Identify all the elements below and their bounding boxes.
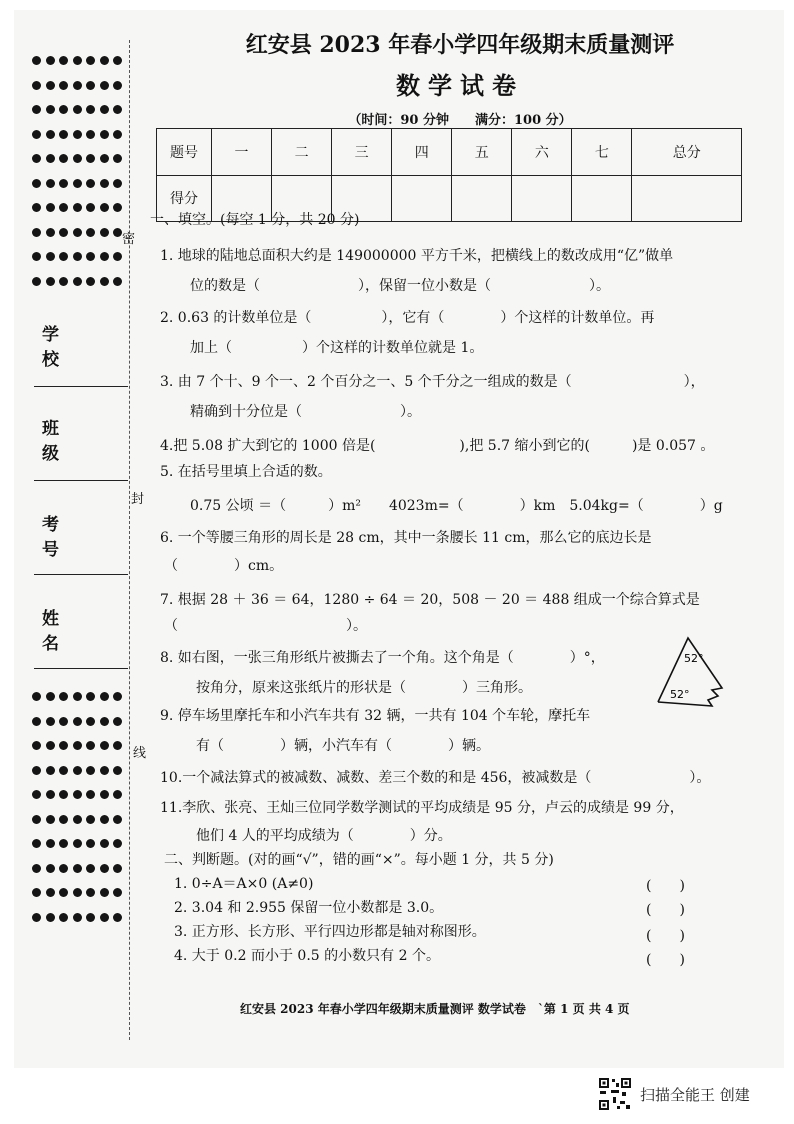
- dot: [46, 203, 55, 212]
- line-school: [34, 386, 128, 387]
- dot: [113, 81, 122, 90]
- dot: [73, 888, 82, 897]
- dot: [32, 888, 41, 897]
- line-exam-no: [34, 574, 128, 575]
- dot: [113, 252, 122, 261]
- seal-mark-2: 封: [131, 492, 145, 507]
- section1-heading: 一、填空。(每空 1 分，共 20 分): [150, 212, 360, 228]
- dot: [59, 692, 68, 701]
- angle-label-top: 52°: [684, 652, 704, 665]
- score-label: 得分: [157, 175, 212, 222]
- dot: [73, 203, 82, 212]
- dot: [73, 815, 82, 824]
- dot: [32, 203, 41, 212]
- dot: [73, 277, 82, 286]
- dot: [46, 790, 55, 799]
- judge-a3[interactable]: ( ): [646, 928, 685, 944]
- dot: [100, 741, 109, 750]
- dot: [73, 105, 82, 114]
- dot-row: [32, 50, 127, 75]
- dots-bottom: [32, 686, 127, 931]
- angle-label-bottom: 52°: [670, 688, 690, 701]
- dot: [100, 203, 109, 212]
- dot: [86, 741, 95, 750]
- dot-row: [32, 124, 127, 149]
- dot: [100, 56, 109, 65]
- score-cell: 六: [512, 129, 572, 176]
- q3-line2: 精确到十分位是（ ）。: [190, 404, 421, 420]
- q1-line1: 1. 地球的陆地总面积大约是 149000000 平方千米，把横线上的数改成用“亿”做单: [160, 248, 674, 264]
- score-input[interactable]: [572, 175, 632, 222]
- q9-line2: 有（ ）辆，小汽车有（ ）辆。: [196, 738, 490, 754]
- dot-row: [32, 858, 127, 883]
- dot: [113, 766, 122, 775]
- dot: [46, 228, 55, 237]
- dot: [32, 105, 41, 114]
- dot: [86, 717, 95, 726]
- dot: [113, 203, 122, 212]
- dot: [59, 766, 68, 775]
- dot: [100, 864, 109, 873]
- dot: [73, 839, 82, 848]
- dot: [59, 105, 68, 114]
- dot: [32, 56, 41, 65]
- dot: [59, 154, 68, 163]
- dot: [86, 228, 95, 237]
- q2-line2: 加上（ ）个这样的计数单位就是 1。: [190, 340, 484, 356]
- judge-a1[interactable]: ( ): [646, 878, 685, 894]
- dot-row: [32, 246, 127, 271]
- label-name: 姓名: [42, 609, 97, 654]
- dots-top: [32, 50, 127, 295]
- dot: [73, 154, 82, 163]
- score-input[interactable]: [632, 175, 742, 222]
- dot: [73, 766, 82, 775]
- dot: [46, 741, 55, 750]
- q1-line2: 位的数是（ ），保留一位小数是（ ）。: [190, 278, 610, 294]
- score-cell: 七: [572, 129, 632, 176]
- dot-row: [32, 809, 127, 834]
- dot: [100, 717, 109, 726]
- judge-q2: 2. 3.04 和 2.955 保留一位小数都是 3.0。: [174, 900, 444, 916]
- dot: [113, 277, 122, 286]
- q6-line2: （ ）cm。: [164, 558, 284, 574]
- dot: [59, 888, 68, 897]
- dot: [86, 179, 95, 188]
- binding-line: [129, 40, 130, 1040]
- dot: [86, 154, 95, 163]
- dot: [73, 717, 82, 726]
- dot: [86, 790, 95, 799]
- dot: [73, 252, 82, 261]
- dot: [100, 913, 109, 922]
- dot: [46, 252, 55, 261]
- dot-row: [32, 686, 127, 711]
- seal-mark-1: 密: [122, 232, 136, 247]
- dot: [113, 913, 122, 922]
- dot: [86, 815, 95, 824]
- dot: [100, 815, 109, 824]
- torn-triangle-figure: [650, 630, 730, 710]
- dot: [46, 179, 55, 188]
- dot: [86, 105, 95, 114]
- q11-line2: 他们 4 人的平均成绩为（ ）分。: [196, 828, 452, 844]
- dot: [113, 692, 122, 701]
- dot: [59, 864, 68, 873]
- dot: [59, 741, 68, 750]
- dot: [100, 790, 109, 799]
- dot: [113, 154, 122, 163]
- dot: [46, 864, 55, 873]
- scanner-watermark: 扫描全能王 创建: [640, 1086, 750, 1104]
- dot: [113, 56, 122, 65]
- dot: [46, 888, 55, 897]
- dot: [46, 130, 55, 139]
- dot-row: [32, 784, 127, 809]
- dot: [32, 179, 41, 188]
- dot: [100, 839, 109, 848]
- dot: [59, 815, 68, 824]
- dot: [59, 790, 68, 799]
- label-class: 班级: [42, 419, 97, 464]
- judge-q4: 4. 大于 0.2 而小于 0.5 的小数只有 2 个。: [174, 948, 440, 964]
- dot-row: [32, 99, 127, 124]
- dot: [32, 228, 41, 237]
- dot: [32, 766, 41, 775]
- dot: [59, 277, 68, 286]
- dot: [86, 203, 95, 212]
- judge-q1: 1. 0÷A＝A×0 (A≠0): [174, 876, 314, 892]
- q2-line1: 2. 0.63 的计数单位是（ ），它有（ ）个这样的计数单位。再: [160, 310, 655, 326]
- dot: [100, 692, 109, 701]
- subject-title: 数学试卷: [396, 71, 524, 100]
- dot: [59, 56, 68, 65]
- q5-line1: 5. 在括号里填上合适的数。: [160, 464, 332, 480]
- dot-row: [32, 173, 127, 198]
- dot: [59, 130, 68, 139]
- dot: [100, 766, 109, 775]
- dot: [73, 81, 82, 90]
- dot: [32, 692, 41, 701]
- dot: [86, 252, 95, 261]
- dot: [100, 888, 109, 897]
- dot: [59, 81, 68, 90]
- dot: [100, 81, 109, 90]
- dot: [113, 228, 122, 237]
- q3-line1: 3. 由 7 个十、9 个一、2 个百分之一、5 个千分之一组成的数是（ ），: [160, 374, 705, 390]
- score-cell: 一: [212, 129, 272, 176]
- score-cell: 四: [392, 129, 452, 176]
- dot: [46, 56, 55, 65]
- dot: [32, 252, 41, 261]
- dot: [113, 888, 122, 897]
- dot: [113, 790, 122, 799]
- dot-row: [32, 735, 127, 760]
- line-class: [34, 480, 128, 481]
- section2-heading: 二、判断题。(对的画“√”，错的画“×”。每小题 1 分，共 5 分): [164, 852, 554, 868]
- dot: [73, 130, 82, 139]
- q7-line1: 7. 根据 28 ＋ 36 ＝ 64，1280 ÷ 64 ＝ 20，508 － 20 ＝ 488 组成一个综合算式是: [160, 592, 700, 608]
- dot: [32, 741, 41, 750]
- dot-row: [32, 882, 127, 907]
- q9-line1: 9. 停车场里摩托车和小汽车共有 32 辆，一共有 104 个车轮，摩托车: [160, 708, 591, 724]
- dot: [113, 815, 122, 824]
- time-info: （时间：90 分钟 满分：100 分）: [348, 113, 572, 128]
- dot: [32, 717, 41, 726]
- dot: [113, 717, 122, 726]
- dot-row: [32, 148, 127, 173]
- q11-line1: 11.李欣、张亮、王灿三位同学数学测试的平均成绩是 95 分，卢云的成绩是 99 分，: [160, 800, 684, 816]
- dot-row: [32, 222, 127, 247]
- qr-code-icon: [598, 1077, 632, 1111]
- dot: [46, 81, 55, 90]
- dot: [86, 692, 95, 701]
- score-header-row: [157, 129, 742, 176]
- dot: [86, 888, 95, 897]
- dot: [32, 81, 41, 90]
- dot: [46, 913, 55, 922]
- dot: [100, 277, 109, 286]
- dot: [46, 692, 55, 701]
- exam-title: 红安县 2023 年春小学四年级期末质量测评: [245, 32, 675, 58]
- dot: [113, 741, 122, 750]
- dot-row: [32, 711, 127, 736]
- dot: [46, 277, 55, 286]
- dot: [113, 179, 122, 188]
- dot: [73, 790, 82, 799]
- score-cell: 题号: [157, 129, 212, 176]
- dot: [73, 228, 82, 237]
- dot: [59, 228, 68, 237]
- judge-q3: 3. 正方形、长方形、平行四边形都是轴对称图形。: [174, 924, 486, 940]
- dot: [86, 130, 95, 139]
- q6-line1: 6. 一个等腰三角形的周长是 28 cm，其中一条腰长 11 cm，那么它的底边长是: [160, 530, 652, 546]
- dot: [86, 766, 95, 775]
- dot-row: [32, 760, 127, 785]
- dot: [100, 130, 109, 139]
- dot: [32, 130, 41, 139]
- score-cell: 总分: [632, 129, 742, 176]
- dot: [100, 154, 109, 163]
- judge-a4[interactable]: ( ): [646, 952, 685, 968]
- dot: [86, 81, 95, 90]
- dot: [113, 130, 122, 139]
- dot: [100, 179, 109, 188]
- dot: [46, 105, 55, 114]
- dot: [73, 56, 82, 65]
- score-input[interactable]: [512, 175, 572, 222]
- dot: [32, 154, 41, 163]
- dot: [32, 913, 41, 922]
- dot: [59, 252, 68, 261]
- dot: [100, 252, 109, 261]
- q5-line2: 0.75 公顷 ＝（ ）m² 4023m=（ ）km 5.04kg=（ ）g: [190, 498, 723, 514]
- page-footer: 红安县 2023 年春小学四年级期末质量测评 数学试卷 `第 1 页 共 4 页: [240, 1002, 630, 1016]
- dot: [113, 105, 122, 114]
- dot-row: [32, 75, 127, 100]
- dot: [46, 154, 55, 163]
- score-input[interactable]: [452, 175, 512, 222]
- dot: [32, 839, 41, 848]
- dot: [73, 741, 82, 750]
- dot: [113, 864, 122, 873]
- dot: [32, 790, 41, 799]
- score-cell: 二: [272, 129, 332, 176]
- dot: [86, 56, 95, 65]
- dot: [32, 864, 41, 873]
- dot: [59, 203, 68, 212]
- dot: [113, 839, 122, 848]
- dot-row: [32, 197, 127, 222]
- dot: [59, 179, 68, 188]
- dot: [86, 913, 95, 922]
- dot: [86, 864, 95, 873]
- dot: [32, 277, 41, 286]
- label-school: 学校: [42, 325, 97, 370]
- score-cell: 三: [332, 129, 392, 176]
- q8-line2: 按角分，原来这张纸片的形状是（ ）三角形。: [196, 680, 532, 696]
- dot: [100, 228, 109, 237]
- dot: [86, 277, 95, 286]
- dot: [73, 864, 82, 873]
- dot: [73, 179, 82, 188]
- dot: [86, 839, 95, 848]
- score-table: [156, 128, 742, 222]
- seal-mark-3: 线: [133, 746, 147, 761]
- score-cell: 五: [452, 129, 512, 176]
- dot-row: [32, 271, 127, 296]
- dot: [46, 839, 55, 848]
- q4-line: 4.把 5.08 扩大到它的 1000 倍是( ),把 5.7 缩小到它的( )是 0.057 。: [160, 438, 715, 454]
- q10-line: 10.一个减法算式的被减数、减数、差三个数的和是 456，被减数是（ ）。: [160, 770, 711, 786]
- dot: [46, 815, 55, 824]
- dot: [59, 717, 68, 726]
- dot-row: [32, 833, 127, 858]
- line-name: [34, 668, 128, 669]
- dot: [73, 692, 82, 701]
- q7-line2: （ ）。: [164, 618, 367, 634]
- dot: [32, 815, 41, 824]
- dot-row: [32, 907, 127, 932]
- dot: [59, 913, 68, 922]
- dot: [46, 766, 55, 775]
- dot: [100, 105, 109, 114]
- dot: [59, 839, 68, 848]
- dot: [73, 913, 82, 922]
- q8-line1: 8. 如右图，一张三角形纸片被撕去了一个角。这个角是（ ）°，: [160, 650, 605, 666]
- dot: [46, 717, 55, 726]
- score-input[interactable]: [392, 175, 452, 222]
- label-exam-no: 考号: [42, 515, 97, 560]
- judge-a2[interactable]: ( ): [646, 902, 685, 918]
